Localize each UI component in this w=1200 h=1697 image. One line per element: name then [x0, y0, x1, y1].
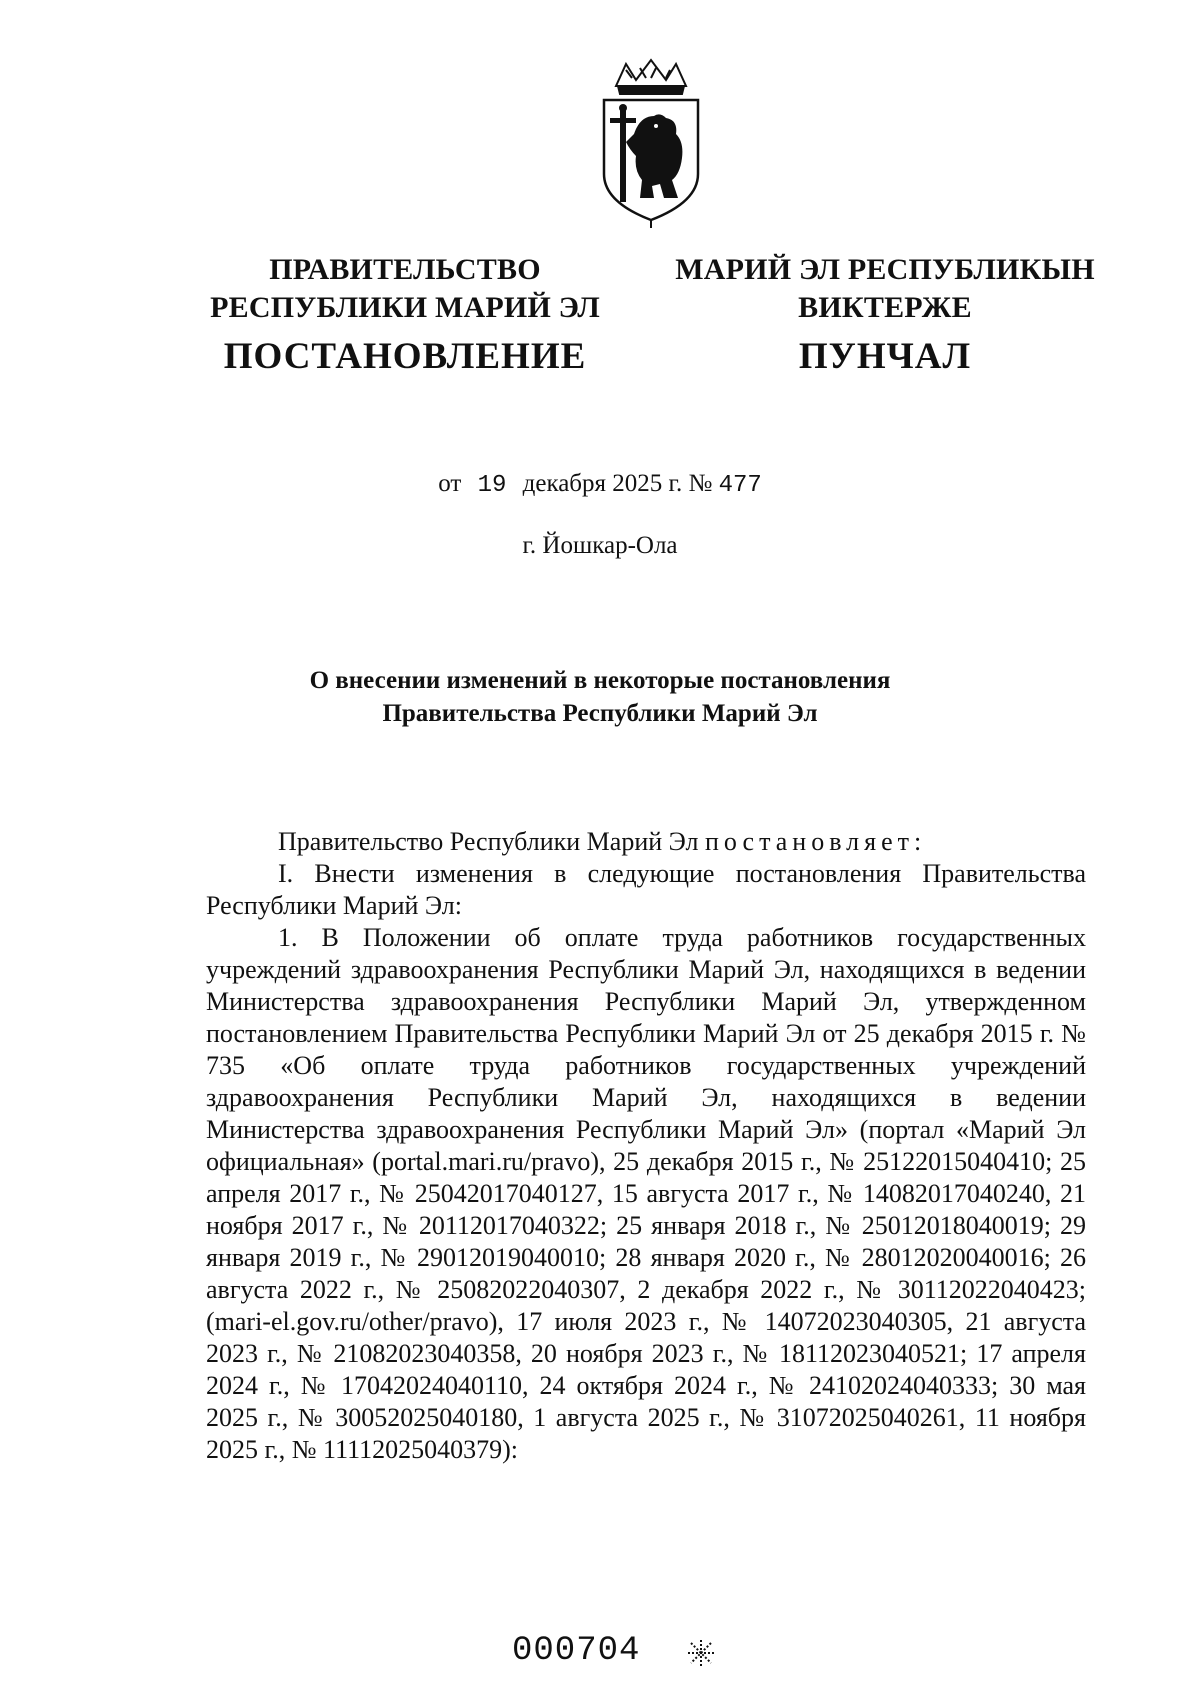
body-p1-spaced: постановляет: [704, 827, 927, 856]
header-right-line1: МАРИЙ ЭЛ РЕСПУБЛИКЫН [675, 253, 1095, 286]
document-date [0, 470, 1200, 499]
asterisk-icon [686, 1638, 716, 1668]
body-p1-lead: Правительство Республики Марий Эл [278, 827, 699, 856]
document-number: 477 [718, 472, 762, 499]
date-day: 19 [477, 472, 507, 499]
date-month-year: декабря 2025 г. № [522, 470, 713, 497]
body-paragraph-2: I. Внести изменения в следующие постановления Правительства Республики Марий Эл: [206, 859, 1086, 920]
subject-line2: Правительства Республики Марий Эл [382, 700, 818, 727]
header-right-line2: ВИКТЕРЖЕ [798, 291, 972, 324]
body-paragraph-1 [206, 826, 1086, 858]
serial-number: 000704 [512, 1632, 641, 1670]
body-paragraph-3: 1. В Положении об оплате труда работников государственных учреждений здравоохранения Республики Марий Эл, находящихся в ведении Министерства здравоохранения Республики Марий Эл, утвержденном постановлением Правительства Республики Марий Эл от 25 декабря 2015 г. № 735 «Об оплате труда работников государственных учреждений здравоохранения Республики Марий Эл, находящихся в ведении Министерства здравоохранения Республики Марий Эл» (портал «Марий Эл официальная» (portal.mari.ru/pravo), 25 декабря 2015 г., № 25122015040410; 25 апреля 2017 г., № 25042017040127, 15 августа 2017 г., № 14082017040240, 21 ноября 2017 г., № 20112017040322; 25 января 2018 г., № 25012018040019; 29 января 2019 г., № 29012019040010; 28 января 2020 г., № 28012020040016; 26 августа 2022 г., № 25082022040307, 2 декабря 2022 г., № 30112022040423; (mari-el.gov.ru/other/pravo), 17 июля 2023 г., № 14072023040305, 21 августа 2023 г., № 21082023040358, 20 ноября 2023 г., № 18112023040521; 17 апреля 2024 г., № 17042024040110, 24 октября 2024 г., № 24102024040333; 30 мая 2025 г., № 30052025040180, 1 августа 2025 г., № 31072025040261, 11 ноября 2025 г., № 11112025040379): [206, 923, 1086, 1464]
document-subject [0, 664, 1200, 730]
date-prefix: от [438, 470, 462, 497]
coat-of-arms-icon [596, 56, 706, 232]
header-left-title: ПОСТАНОВЛЕНИЕ [223, 336, 587, 377]
subject-line1: О внесении изменений в некоторые постановления [309, 667, 891, 694]
header-left-line1: ПРАВИТЕЛЬСТВО [269, 253, 541, 286]
header-right [660, 251, 1110, 379]
document-body [206, 826, 1086, 1466]
header-right-title: ПУНЧАЛ [798, 336, 972, 377]
document-city: г. Йошкар-Ола [522, 532, 678, 559]
header-left-line2: РЕСПУБЛИКИ МАРИЙ ЭЛ [210, 291, 600, 324]
header-left [195, 251, 615, 379]
